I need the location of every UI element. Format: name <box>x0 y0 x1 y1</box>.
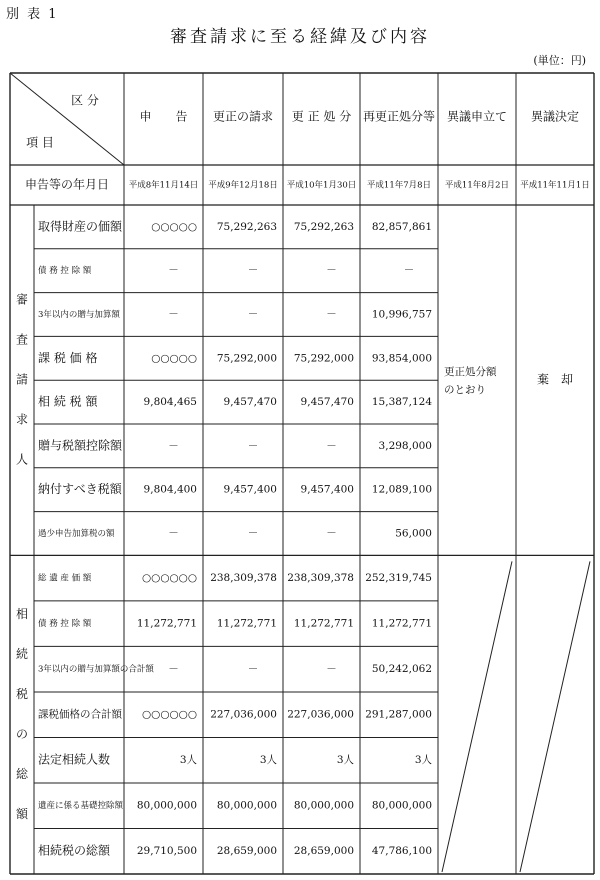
group1-cell-0-3: 82,857,861 <box>371 220 432 233</box>
group1-row-label-1: 債 務 控 除 額 <box>38 266 92 277</box>
group2-row-label-4: 法定相続人数 <box>38 752 111 767</box>
group1-cell-7-3: 56,000 <box>395 527 432 540</box>
group1-cell-7-1: － <box>247 527 259 540</box>
group1-cell-5-0: － <box>168 439 179 452</box>
header-diag-bottom: 項 目 <box>26 135 54 150</box>
group2-cell-0-1: 238,309,378 <box>210 572 277 585</box>
group1-cell-2-1: － <box>247 308 259 321</box>
group1-cell-4-0: 9,804,465 <box>143 396 197 409</box>
group2-cell-3-2: 227,036,000 <box>287 708 354 721</box>
group1-cell-1-2: － <box>326 264 337 277</box>
group1-group-label-4: 人 <box>15 452 29 467</box>
header-col-5: 異議決定 <box>530 109 580 124</box>
objection-strike <box>442 561 512 872</box>
header-col-1: 更正の請求 <box>212 109 274 124</box>
group1-cell-0-2: 75,292,263 <box>293 220 354 233</box>
group1-cell-7-0: － <box>168 527 179 540</box>
group1-cell-5-2: － <box>326 439 337 452</box>
group2-cell-6-0: 29,710,500 <box>136 845 197 858</box>
group2-group-label-0: 相 <box>15 607 29 622</box>
group1-cell-1-1: － <box>247 264 259 277</box>
group2-cell-3-1: 227,036,000 <box>210 708 277 721</box>
date-cell-2: 平成10年1月30日 <box>286 180 357 191</box>
decision-text: 棄 却 <box>536 372 574 387</box>
group2-cell-1-3: 11,272,771 <box>371 617 432 630</box>
group1-cell-6-2: 9,457,400 <box>300 483 354 496</box>
group1-cell-2-2: － <box>326 308 337 321</box>
group1-row-label-0: 取得財産の価額 <box>38 219 123 234</box>
group1-cell-2-0: － <box>168 308 179 321</box>
group2-cell-4-0: 3人 <box>179 754 197 767</box>
group2-group-label-4: 総 <box>15 767 29 782</box>
header-col-3: 再更正処分等 <box>362 109 436 124</box>
group1-cell-3-2: 75,292,000 <box>293 352 354 365</box>
group2-cell-1-2: 11,272,771 <box>293 617 354 630</box>
group1-group-label-1: 査 <box>15 332 29 347</box>
group2-group-label-5: 額 <box>15 807 29 822</box>
group1-cell-5-1: － <box>247 439 259 452</box>
group2-cell-5-2: 80,000,000 <box>293 799 354 812</box>
decision-strike <box>520 561 590 872</box>
group1-row-label-7: 過少申告加算税の額 <box>38 529 115 539</box>
group2-cell-0-2: 238,309,378 <box>287 572 354 585</box>
group2-cell-4-3: 3人 <box>414 754 432 767</box>
header-diagonal <box>10 73 124 165</box>
group2-row-label-2: 3年以内の贈与加算額の合計額 <box>38 664 154 675</box>
group1-cell-3-1: 75,292,000 <box>216 352 277 365</box>
group2-cell-2-3: 50,242,062 <box>371 663 432 676</box>
group1-row-label-6: 納付すべき税額 <box>38 482 122 497</box>
group1-cell-3-0: ○○○○○ <box>151 352 197 365</box>
group2-group-label-3: の <box>15 727 29 742</box>
group1-cell-6-0: 9,804,400 <box>143 483 197 496</box>
group1-cell-6-3: 12,089,100 <box>371 483 432 496</box>
group1-cell-2-3: 10,996,757 <box>371 308 432 321</box>
header-diag-top: 区 分 <box>71 93 99 108</box>
group2-row-label-5: 遺産に係る基礎控除額 <box>38 801 124 812</box>
group2-cell-3-0: ○○○○○○ <box>142 708 197 721</box>
group1-cell-0-0: ○○○○○ <box>151 220 197 233</box>
header-col-4: 異議申立て <box>446 109 508 124</box>
group1-cell-4-2: 9,457,470 <box>300 396 354 409</box>
group1-row-label-4: 相 続 税 額 <box>38 394 98 409</box>
group2-cell-3-3: 291,287,000 <box>365 708 432 721</box>
header-col-0: 申 告 <box>139 109 188 124</box>
group2-cell-2-0: － <box>168 663 179 676</box>
group1-cell-3-3: 93,854,000 <box>371 352 432 365</box>
objection-line-2: のとおり <box>444 384 486 397</box>
group1-group-label-3: 求 <box>15 412 29 427</box>
group2-group-label-1: 続 <box>15 647 29 662</box>
group2-cell-0-0: ○○○○○○ <box>142 572 197 585</box>
group2-cell-6-2: 28,659,000 <box>293 845 354 858</box>
group1-row-label-5: 贈与税額控除額 <box>38 438 123 453</box>
date-cell-3: 平成11年7月8日 <box>366 180 432 191</box>
group2-row-label-3: 課税価格の合計額 <box>38 708 122 721</box>
group1-cell-4-3: 15,387,124 <box>371 396 432 409</box>
group2-row-label-1: 債 務 控 除 額 <box>38 619 92 630</box>
group2-group-label-2: 税 <box>15 687 29 702</box>
date-cell-1: 平成9年12月18日 <box>208 180 278 191</box>
group1-row-label-2: 3年以内の贈与加算額 <box>38 310 120 320</box>
group2-row-label-6: 相続税の総額 <box>38 843 111 858</box>
group2-cell-5-0: 80,000,000 <box>136 799 197 812</box>
group1-cell-1-3: － <box>403 264 415 277</box>
group2-cell-1-0: 11,272,771 <box>136 617 197 630</box>
header-col-2: 更 正 処 分 <box>291 109 352 124</box>
page-title: 審査請求に至る経緯及び内容 <box>170 27 430 47</box>
group2-row-label-0: 総 遺 産 価 額 <box>38 573 92 584</box>
date-cell-4: 平成11年8月2日 <box>444 180 510 191</box>
group2-cell-5-3: 80,000,000 <box>371 799 432 812</box>
objection-line-1: 更正処分額 <box>444 366 497 379</box>
group1-cell-5-3: 3,298,000 <box>378 439 432 452</box>
group2-cell-5-1: 80,000,000 <box>216 799 277 812</box>
group1-group-label-2: 請 <box>15 372 29 387</box>
group2-cell-0-3: 252,319,745 <box>365 572 432 585</box>
group1-cell-6-1: 9,457,400 <box>223 483 277 496</box>
date-row-label: 申告等の年月日 <box>24 177 110 192</box>
group2-cell-2-2: － <box>326 663 337 676</box>
group2-cell-1-1: 11,272,771 <box>216 617 277 630</box>
group1-cell-0-1: 75,292,263 <box>216 220 277 233</box>
group2-cell-4-1: 3人 <box>259 754 277 767</box>
appendix-label: 別 表 1 <box>6 7 59 22</box>
group2-cell-6-1: 28,659,000 <box>216 845 277 858</box>
date-cell-0: 平成8年11月14日 <box>128 180 199 191</box>
date-cell-5: 平成11年11月1日 <box>520 180 590 191</box>
group1-cell-4-1: 9,457,470 <box>223 396 277 409</box>
group1-cell-7-2: － <box>326 527 337 540</box>
group1-cell-1-0: － <box>168 264 179 277</box>
group2-cell-6-3: 47,786,100 <box>371 845 432 858</box>
group2-cell-2-1: － <box>247 663 259 676</box>
group1-row-label-3: 課 税 価 格 <box>38 350 98 365</box>
group1-group-label-0: 審 <box>15 292 29 307</box>
unit-label: (単位：円) <box>533 54 586 67</box>
group2-cell-4-2: 3人 <box>336 754 354 767</box>
